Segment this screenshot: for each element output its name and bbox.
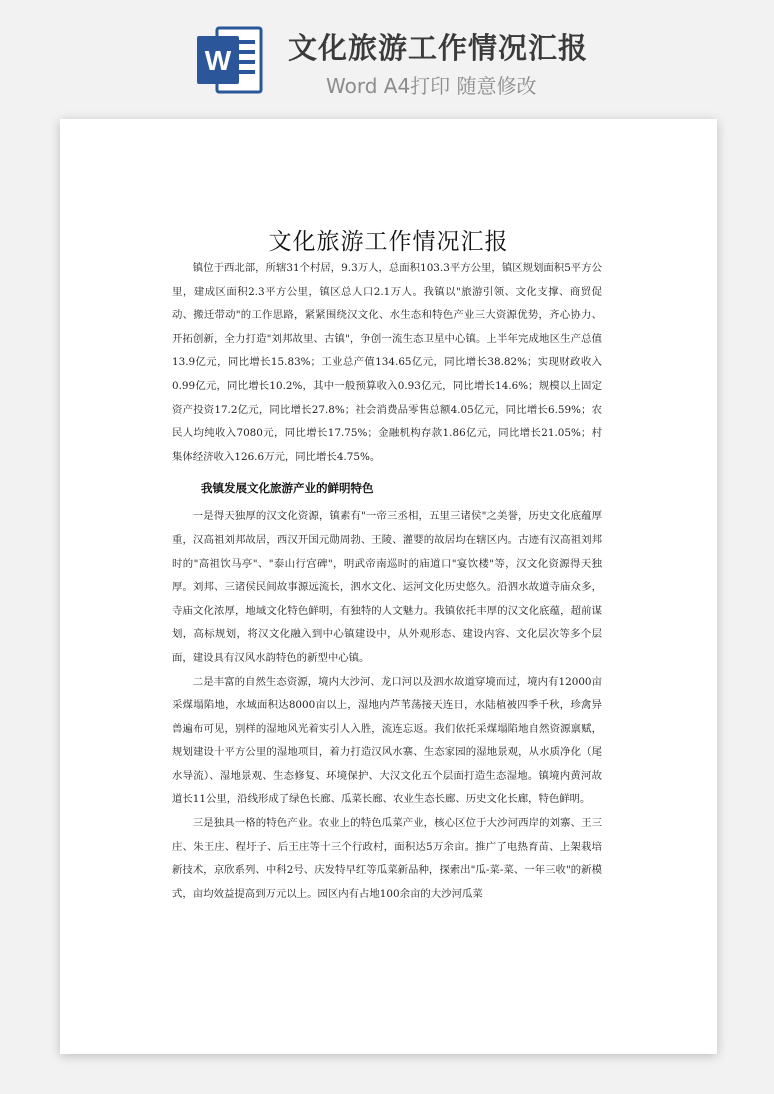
word-document-icon (193, 24, 265, 96)
header-banner (0, 0, 774, 110)
paragraph-ecology: 二是丰富的自然生态资源，境内大沙河、龙口河以及泗水故道穿境而过，境内有12000亩采煤塌陷地，水域面积达8000亩以上，湿地内芦苇荡接天连日，水陆植被四季千秋，珍禽异兽遍布可见，别样的湿地风光着实引人入胜，流连忘返。我们依托采煤塌陷地自然资源禀赋，规划建设十平方公里的湿地项目，着力打造汉风水寨、生态家园的湿地景观，从水质净化（尾水导流）、湿地景观、生态修复、环境保护、大汉文化五个层面打造生态湿地。镇境内黄河故道长11公里，沿线形成了绿色长廊、瓜菜长廊、农业生态长廊、历史文化长廊，特色鲜明。 (172, 675, 602, 806)
banner-subtitle: Word A4打印 随意修改 (326, 74, 537, 98)
paragraph-industry: 三是独具一格的特色产业。农业上的特色瓜菜产业，核心区位于大沙河西岸的刘寨、王三庄、朱王庄、程圩子、后王庄等十三个行政村，面积达5万余亩。推广了电热育苗、上架栽培新技术，京欣系列、中科2号、庆发特早红等瓜菜新品种，探索出"瓜-菜-菜、一年三收"的新模式，亩均效益提高到万元以上。园区内有占地100余亩的大沙河瓜菜 (172, 817, 602, 900)
word-icon-letter: W (204, 45, 232, 76)
document-body (172, 257, 602, 906)
banner-title: 文化旅游工作情况汇报 (288, 31, 589, 65)
document-page (60, 119, 717, 1054)
intro-paragraph: 镇位于西北部，所辖31个村居，9.3万人，总面积103.3平方公里，镇区规划面积5平方公里，建成区面积2.3平方公里，镇区总人口2.1万人。我镇以"旅游引领、文化支撑、商贸促动、搬迁带动"的工作思路，紧紧围绕汉文化、水生态和特色产业三大资源优势，齐心协力、开拓创新，全力打造"刘邦故里、古镇"，争创一流生态卫星中心镇。上半年完成地区生产总值13.9亿元，同比增长15.83%；工业总产值134.65亿元，同比增长38.82%；实现财政收入0.99亿元，同比增长10.2%，其中一般预算收入0.93亿元，同比增长14.6%；规模以上固定资产投资17.2亿元，同比增长27.8%；社会消费品零售总额4.05亿元，同比增长6.59%；农民人均纯收入7080元，同比增长17.75%；金融机构存款1.86亿元，同比增长21.05%；村集体经济收入126.6万元，同比增长4.75%。 (172, 262, 602, 463)
section-heading: 我镇发展文化旅游产业的鲜明特色 (201, 481, 374, 496)
document-title: 文化旅游工作情况汇报 (268, 229, 509, 255)
paragraph-culture: 一是得天独厚的汉文化资源，镇素有"一帝三丞相，五里三诸侯"之美誉，历史文化底蕴厚重，汉高祖刘邦故居，西汉开国元勋周勃、王陵、灌婴的故居均在辖区内。古迹有汉高祖刘邦时的"高祖饮马亭"、"泰山行宫碑"，明武帝南巡时的庙道口"宴饮楼"等，汉文化资源得天独厚。刘邦、三诸侯民间故事源远流长，泗水文化、运河文化历史悠久。沿泗水故道寺庙众多，寺庙文化浓厚，地域文化特色鲜明，有独特的人文魅力。我镇依托丰厚的汉文化底蕴，超前谋划，高标规划，将汉文化融入到中心镇建设中，从外观形态、建设内容、文化层次等多个层面，建设具有汉风水韵特色的新型中心镇。 (172, 510, 602, 664)
